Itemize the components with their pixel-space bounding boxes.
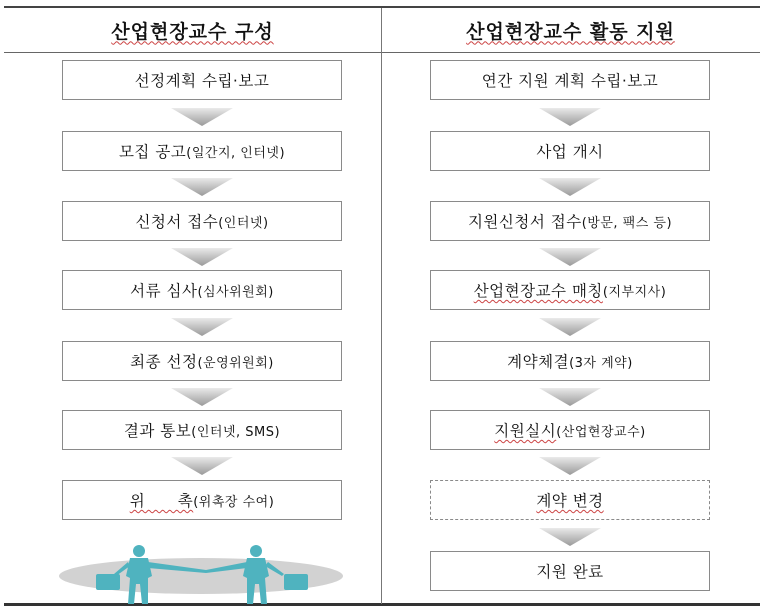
left-step-3 <box>62 201 342 241</box>
step-sub: (일간지, 인터넷) <box>186 145 286 161</box>
step-sub: (인터넷) <box>218 215 269 231</box>
down-arrow-icon <box>539 248 601 266</box>
down-arrow-icon <box>171 318 233 336</box>
step-main: 계약체결 <box>507 353 570 371</box>
down-arrow-icon <box>171 248 233 266</box>
step-sub: (산업현장교수) <box>556 424 646 440</box>
down-arrow-icon <box>539 457 601 475</box>
step-main: 지원신청서 접수 <box>467 213 582 231</box>
step-sub: (위촉장 수여) <box>193 494 275 510</box>
step-main: 위 촉 <box>129 492 194 510</box>
down-arrow-icon <box>539 528 601 546</box>
right-step-8 <box>430 551 710 591</box>
down-arrow-icon <box>539 178 601 196</box>
step-main: 모집 공고 <box>118 143 187 161</box>
step-main: 산업현장교수 매칭 <box>473 282 603 300</box>
step-sub: (인터넷, SMS) <box>191 424 281 440</box>
step-sub: (지부지사) <box>602 284 667 300</box>
step-sub: (방문, 팩스 등) <box>581 215 673 231</box>
step-main: 지원 완료 <box>536 563 604 581</box>
left-step-4 <box>62 270 342 310</box>
down-arrow-icon <box>171 457 233 475</box>
step-main: 연간 지원 계획 수립·보고 <box>481 72 659 90</box>
right-step-4 <box>430 270 710 310</box>
left-step-6 <box>62 410 342 450</box>
down-arrow-icon <box>171 388 233 406</box>
step-sub: (3자 계약) <box>569 355 633 371</box>
right-title-text: 산업현장교수 활동 지원 <box>466 20 675 43</box>
right-step-3 <box>430 201 710 241</box>
step-main: 사업 개시 <box>536 143 604 161</box>
header-rule <box>4 52 760 53</box>
step-sub: (심사위원회) <box>197 284 274 300</box>
down-arrow-icon <box>539 108 601 126</box>
step-main: 신청서 접수 <box>135 213 219 231</box>
right-step-5 <box>430 341 710 381</box>
step-main: 계약 변경 <box>536 492 604 510</box>
step-sub: (운영위원회) <box>197 355 274 371</box>
left-step-1 <box>62 60 342 100</box>
down-arrow-icon <box>539 318 601 336</box>
left-column-title <box>4 8 381 52</box>
left-step-2 <box>62 131 342 171</box>
left-step-5 <box>62 341 342 381</box>
down-arrow-icon <box>171 108 233 126</box>
step-main: 지원실시 <box>494 422 557 440</box>
column-divider <box>381 8 382 604</box>
right-step-7 <box>430 480 710 520</box>
right-column-title <box>382 8 759 52</box>
down-arrow-icon <box>171 178 233 196</box>
left-title-text: 산업현장교수 구성 <box>111 20 274 43</box>
flow-diagram <box>4 6 760 606</box>
handshake-people-icon <box>56 542 346 606</box>
left-step-7 <box>62 480 342 520</box>
right-step-1 <box>430 60 710 100</box>
step-main: 선정계획 수립·보고 <box>134 72 270 90</box>
step-main: 최종 선정 <box>130 353 198 371</box>
step-main: 결과 통보 <box>123 422 192 440</box>
right-step-2 <box>430 131 710 171</box>
down-arrow-icon <box>539 388 601 406</box>
step-main: 서류 심사 <box>130 282 198 300</box>
right-step-6 <box>430 410 710 450</box>
